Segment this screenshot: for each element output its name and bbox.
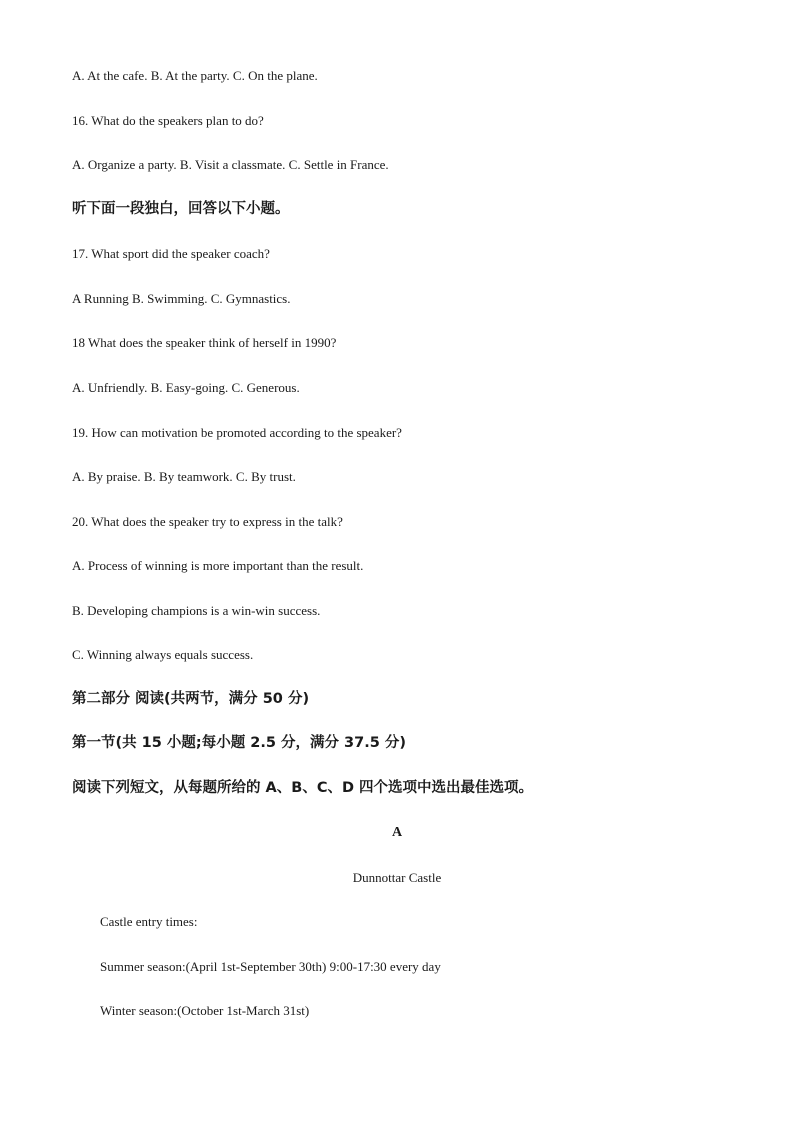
q15-options: A. At the cafe. B. At the party. C. On the plane.	[72, 68, 318, 83]
summer-season: Summer season:(April 1st-September 30th) 9:00-17:30 every day	[100, 959, 441, 974]
q20-option-b: B. Developing champions is a win-win success.	[72, 603, 321, 618]
q20-option-c: C. Winning always equals success.	[72, 647, 254, 662]
part-two-heading: 第二部分 阅读(共两节，满分 50 分)	[72, 691, 310, 707]
q20-option-a: A. Process of winning is more important than the result.	[72, 558, 364, 573]
q19-options: A. By praise. B. By teamwork. C. By trust.	[72, 469, 296, 484]
reading-instruction: 阅读下列短文，从每题所给的 A、B、C、D 四个选项中选出最佳选项。	[72, 780, 534, 796]
q17-options: A Running B. Swimming. C. Gymnastics.	[72, 291, 291, 306]
entry-times-heading: Castle entry times:	[100, 914, 198, 929]
q17-question: 17. What sport did the speaker coach?	[72, 246, 270, 261]
winter-season: Winter season:(October 1st-March 31st)	[100, 1003, 310, 1018]
passage-title: Dunnottar Castle	[352, 870, 442, 885]
q20-question: 20. What does the speaker try to express in the talk?	[72, 514, 343, 529]
q16-question: 16. What do the speakers plan to do?	[72, 113, 264, 128]
q18-question: 18 What does the speaker think of herself in 1990?	[72, 335, 337, 350]
q18-options: A. Unfriendly. B. Easy-going. C. Generous.	[72, 380, 300, 395]
q19-question: 19. How can motivation be promoted according to the speaker?	[72, 425, 402, 440]
section-one-heading: 第一节(共 15 小题;每小题 2.5 分，满分 37.5 分)	[72, 735, 406, 751]
monologue-instruction: 听下面一段独白，回答以下小题。	[72, 201, 290, 217]
q16-options: A. Organize a party. B. Visit a classmate. C. Settle in France.	[72, 157, 389, 172]
passage-label: A	[391, 825, 403, 840]
